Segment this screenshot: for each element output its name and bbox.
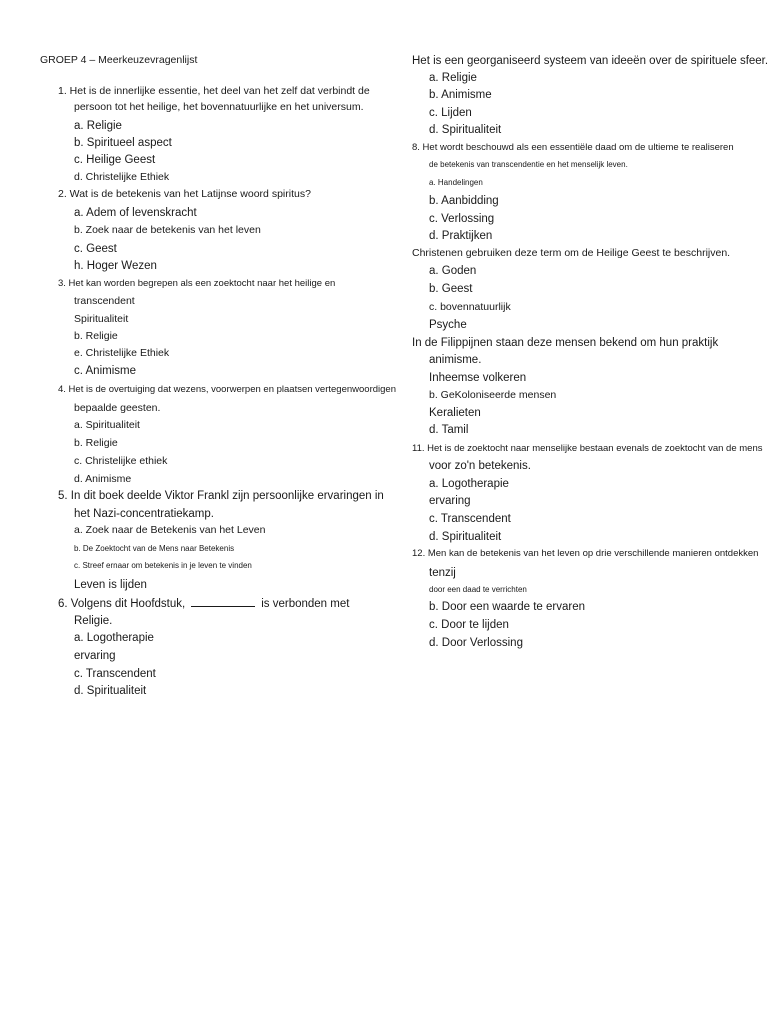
question-3-option: Spiritualiteit [74,313,129,325]
question-1-text: 1. Het is de innerlijke essentie, het deel van het zelf dat verbindt de [58,85,370,97]
question-10-option: Inheemse volkeren [429,372,527,384]
question-11-option: ervaring [429,495,471,507]
question-7-option: d. Spiritualiteit [429,124,502,136]
question-4-text-cont: bepaalde geesten. [74,402,161,414]
question-11-option: d. Spiritualiteit [429,531,502,543]
question-10-text: In de Filippijnen staan deze mensen bekend om hun praktijk [412,337,719,349]
question-8-text-cont: de betekenis van transcendentie en het menselijk leven. [429,160,628,169]
question-5-option: a. Zoek naar de Betekenis van het Leven [74,524,266,536]
question-6-option: ervaring [74,650,116,662]
question-11-option: c. Transcendent [429,513,511,525]
question-1-option: a. Religie [74,120,122,132]
question-12-text: 12. Men kan de betekenis van het leven op drie verschillende manieren ontdekken [412,548,759,559]
question-3-text-cont: transcendent [74,295,135,307]
question-2-text: 2. Wat is de betekenis van het Latijnse woord spiritus? [58,188,311,200]
question-4-option: a. Spiritualiteit [74,419,140,431]
question-7-option: a. Religie [429,72,477,84]
page-title: GROEP 4 – Meerkeuzevragenlijst [40,54,198,66]
question-12-text-cont: tenzij [429,567,456,579]
question-1-text-cont: persoon tot het heilige, het bovennatuurlijke en het universum. [74,101,364,113]
question-7-option: c. Lijden [429,107,472,119]
question-4-option: c. Christelijke ethiek [74,455,168,467]
question-2-option: h. Hoger Wezen [74,260,157,272]
question-7-text: Het is een georganiseerd systeem van ideeën over de spirituele sfeer. [412,55,768,67]
question-9-option: b. Geest [429,283,473,295]
question-12-option: d. Door Verlossing [429,637,523,649]
question-9-option: a. Goden [429,265,477,277]
question-11-text-cont: voor zo'n betekenis. [429,460,531,472]
question-1-option: b. Spiritueel aspect [74,137,172,149]
question-6-text-end: is verbonden met [261,598,350,610]
question-9-option: Psyche [429,319,467,331]
question-10-option: b. GeKoloniseerde mensen [429,389,557,401]
question-3-text: 3. Het kan worden begrepen als een zoektocht naar het heilige en [58,278,336,289]
question-3-option: c. Animisme [74,365,136,377]
question-7-option: b. Animisme [429,89,492,101]
question-4-option: d. Animisme [74,473,132,485]
question-10-option: animisme. [429,354,482,366]
question-2-option: b. Zoek naar de betekenis van het leven [74,224,261,236]
question-5-option: c. Streef ernaar om betekenis in je leven te vinden [74,561,252,570]
question-4-option: b. Religie [74,437,118,449]
question-8-text: 8. Het wordt beschouwd als een essentiële daad om de ultieme te realiseren [412,142,734,153]
question-8-option: d. Praktijken [429,230,493,242]
question-5-option: Leven is lijden [74,579,147,591]
question-9-option: c. bovennatuurlijk [429,301,511,313]
question-6-option: c. Transcendent [74,668,156,680]
question-8-option: a. Handelingen [429,178,483,187]
question-5-text-cont: het Nazi-concentratiekamp. [74,508,214,520]
question-3-option: e. Christelijke Ethiek [74,347,170,359]
question-11-text: 11. Het is de zoektocht naar menselijke bestaan evenals de zoektocht van de mens [412,443,763,454]
question-1-option: c. Heilige Geest [74,154,156,166]
question-12-option: door een daad te verrichten [429,585,527,594]
question-5-option: b. De Zoektocht van de Mens naar Betekenis [74,544,235,553]
question-10-option: Keralieten [429,407,481,419]
question-6-option: d. Spiritualiteit [74,685,147,697]
question-6-text [58,596,349,611]
question-6-text-cont: Religie. [74,615,113,627]
question-2-option: a. Adem of levenskracht [74,207,197,219]
question-6-text-start: 6. Volgens dit Hoofdstuk, [58,598,186,610]
question-8-option: b. Aanbidding [429,195,499,207]
answer-blank [191,596,255,607]
question-11-option: a. Logotherapie [429,478,509,490]
question-5-text: 5. In dit boek deelde Viktor Frankl zijn persoonlijke ervaringen in [58,490,384,502]
question-3-option: b. Religie [74,330,118,342]
question-9-text: Christenen gebruiken deze term om de Heilige Geest te beschrijven. [412,247,731,259]
question-4-text: 4. Het is de overtuiging dat wezens, voorwerpen en plaatsen vertegenwoordigen [58,384,396,395]
question-12-option: b. Door een waarde te ervaren [429,601,585,613]
question-2-option: c. Geest [74,243,117,255]
question-10-option: d. Tamil [429,424,469,436]
question-6-option: a. Logotherapie [74,632,154,644]
question-12-option: c. Door te lijden [429,619,509,631]
question-8-option: c. Verlossing [429,213,495,225]
question-1-option: d. Christelijke Ethiek [74,171,170,183]
